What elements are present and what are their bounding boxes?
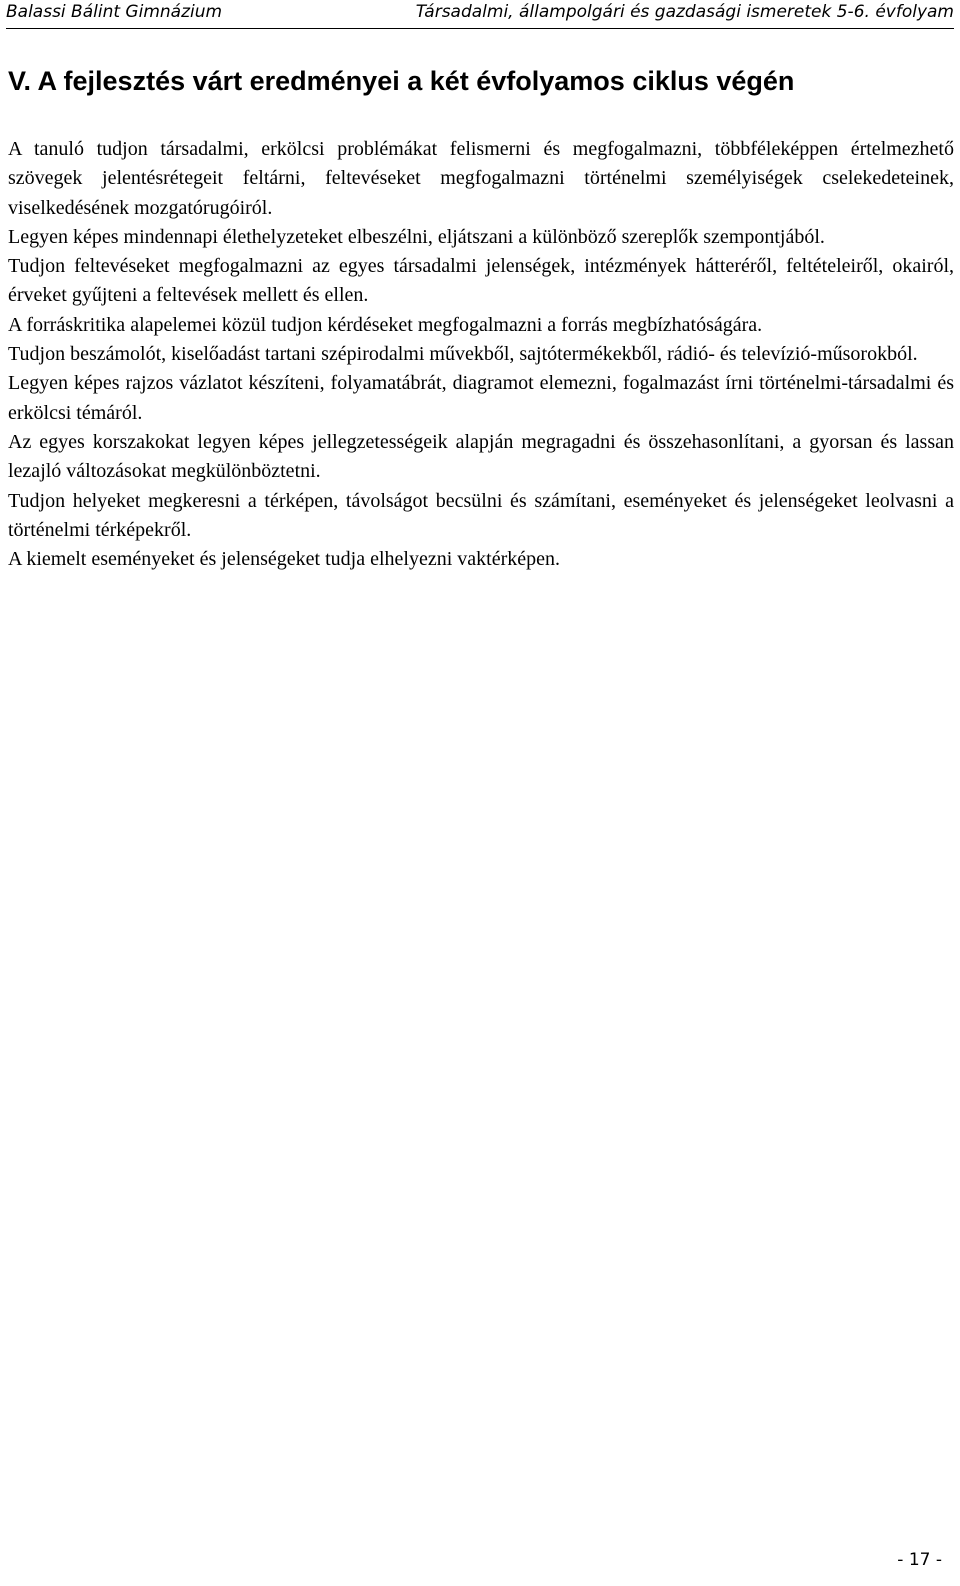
paragraph-recognize-problems: A tanuló tudjon társadalmi, erkölcsi problémákat felismerni és megfogalmazni, többféleképpen értelmezhető szövegek jelentésrétegeit feltárni, feltevéseket megfogalmazni történelmi személyiségek cselekedeteinek, viselkedésének mozgatórugóiról. xyxy=(8,138,954,219)
header-subject: Társadalmi, állampolgári és gazdasági ismeretek 5-6. évfolyam xyxy=(415,2,954,22)
header-divider xyxy=(6,28,954,29)
paragraph-map-reading: Tudjon helyeket megkeresni a térképen, távolságot becsülni és számítani, eseményeket és jelenségeket leolvasni a történelmi térképekről. xyxy=(8,489,954,541)
paragraph-form-hypotheses: Tudjon feltevéseket megfogalmazni az egyes társadalmi jelenségek, intézmények hátteréről, feltételeiről, okairól, érveket gyűjteni a feltevések mellett és ellen. xyxy=(8,255,954,307)
page-number: - 17 - xyxy=(897,1550,942,1570)
paragraph-sketches-diagrams: Legyen képes rajzos vázlatot készíteni, folyamatábrát, diagramot elemezni, fogalmazást írni történelmi-társadalmi és erkölcsi témáról. xyxy=(8,372,954,424)
document-body xyxy=(8,135,954,574)
paragraph-presentations: Tudjon beszámolót, kiselőadást tartani szépirodalmi művekből, sajtótermékekből, rádió- és televízió-műsorokból. xyxy=(8,343,918,366)
section-title: V. A fejlesztés várt eredményei a két évfolyamos ciklus végén xyxy=(8,66,795,96)
paragraph-blind-map: A kiemelt eseményeket és jelenségeket tudja elhelyezni vaktérképen. xyxy=(8,548,560,571)
paragraph-compare-eras: Az egyes korszakokat legyen képes jellegzetességeik alapján megragadni és összehasonlítani, a gyorsan és lassan lezajló változásokat megkülönböztetni. xyxy=(8,430,954,483)
header-school-name: Balassi Bálint Gimnázium xyxy=(6,2,223,22)
paragraph-source-criticism: A forráskritika alapelemei közül tudjon kérdéseket megfogalmazni a forrás megbízhatóságára. xyxy=(8,313,763,336)
paragraph-narrate-situations: Legyen képes mindennapi élethelyzeteket elbeszélni, eljátszani a különböző szereplők szempontjából. xyxy=(8,225,825,248)
